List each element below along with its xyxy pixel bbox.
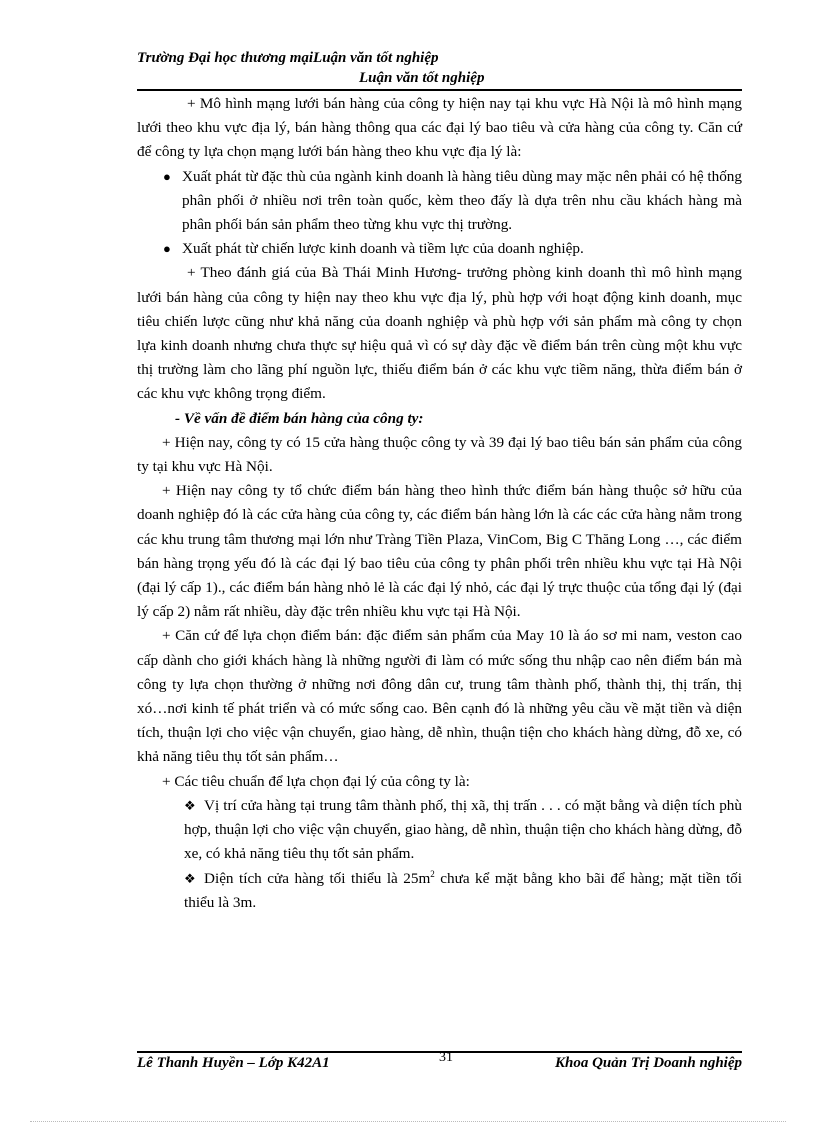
diamond-bullet-icon: ❖ (184, 797, 196, 813)
criteria-text: Vị trí cửa hàng tại trung tâm thành phố, thị xã, thị trấn . . . có mặt bằng và diện tích phù hợp, thuận lợi cho việc vận chuyển, giao hàng, dễ nhìn, thuận tiện cho khách hàng dừng, đỗ xe, có khả năng tiêu thụ tốt sản phẩm. (184, 796, 742, 863)
paragraph-store-organization: + Hiện nay công ty tổ chức điểm bán hàng theo hình thức điểm bán hàng thuộc sở hữu của doanh nghiệp đó là các cửa hàng của công ty, các điểm bán hàng lớn là các các cửa hàng nằm trong các khu trung tâm thương mại lớn như Tràng Tiền Plaza, VinCom, Big C Thăng Long …, các điểm bán hàng trọng yếu đó là các đại lý bao tiêu của công ty phân phối trên nhiều khu vực tại Hà Nội (đại lý cấp 1)., các điểm bán hàng nhỏ lẻ là các đại lý nhỏ, các đại lý trực thuộc của tổng đại lý (đại lý cấp 2) nằm rất nhiều, dày đặc trên nhiều khu vực tại Hà Nội. (137, 482, 742, 621)
footer-department: Khoa Quản Trị Doanh nghiệp (554, 1055, 742, 1071)
paragraph-evaluation: + Theo đánh giá của Bà Thái Minh Hương- trưởng phòng kinh doanh thì mô hình mạng lưới bán hàng của công ty hiện nay theo khu vực địa lý, phù hợp với hoạt động kinh doanh, mục tiêu chiến lược cũng như khả năng của doanh nghiệp và phù hợp với sản phẩm mà công ty chọn lựa kinh doanh nhưng chưa thực sự hiệu quả vì có sự dày đặc về điểm bán trên cùng một khu vực thị trường làm cho lãng phí nguồn lực, thiếu điểm bán ở các khu vực tiềm năng, thừa điểm bán ở các khu vực không trọng điểm. (137, 264, 742, 403)
bullet-item (137, 237, 742, 261)
bullet-text: Xuất phát từ đặc thù của ngành kinh doanh là hàng tiêu dùng may mặc nên phải có hệ thống phân phối ở nhiều nơi trên toàn quốc, kèm theo đấy là dựa trên nhu cầu khách hàng mà phân phối bán sản phẩm theo từng khu vực thị trường. (182, 167, 742, 234)
criteria-item (137, 794, 742, 867)
criteria-text-part-a: Diện tích cửa hàng tối thiểu là 25m (204, 869, 431, 887)
document-body (137, 92, 742, 915)
page-header (137, 48, 742, 88)
bullet-dot-icon: ● (163, 241, 171, 257)
header-line-1: Trường Đại học thương mạiLuận văn tốt nghiệp (137, 50, 439, 66)
criteria-item (137, 867, 742, 915)
bullet-dot-icon: ● (163, 168, 171, 184)
page-footer (137, 1050, 742, 1079)
paragraph-network-model: + Mô hình mạng lưới bán hàng của công ty hiện nay tại khu vực Hà Nội là mô hình mạng lưới theo khu vực địa lý, bán hàng thông qua các đại lý bao tiêu và cửa hàng của công ty. Căn cứ để công ty lựa chọn mạng lưới bán hàng theo khu vực địa lý là: (137, 95, 742, 161)
paragraph-criteria-intro: + Các tiêu chuẩn để lựa chọn đại lý của công ty là: (162, 772, 470, 790)
paragraph-store-count: + Hiện nay, công ty có 15 cửa hàng thuộc công ty và 39 đại lý bao tiêu bán sản phẩm của công ty tại khu vực Hà Nội. (137, 433, 742, 476)
paragraph-selection-basis: + Căn cứ để lựa chọn điểm bán: đặc điểm sản phẩm của May 10 là áo sơ mi nam, veston cao cấp dành cho giới khách hàng là những người đi làm có mức sống thu nhập cao nên điểm bán mà công ty lựa chọn thường ở những nơi đông dân cư, trung tâm thành phố, thành thị, thị trấn, thị xó…nơi kinh tế phát triển và có mức sống cao. Bên cạnh đó là những yêu cầu về mặt tiền và diện tích, thuận lợi cho việc vận chuyển, giao hàng, dễ nhìn, thuận tiện cho khách hàng dừng, đỗ xe, có khả năng tiêu thụ tốt sản phẩm… (137, 627, 742, 766)
section-heading: - Về vấn đề điểm bán hàng của công ty: (175, 409, 424, 427)
header-rule (137, 89, 742, 91)
diamond-bullet-icon: ❖ (184, 870, 196, 886)
page-bottom-dotted-line (30, 1121, 786, 1122)
criteria-text-part-b: chưa kể mặt bằng kho bãi để hàng; mặt tiền tối thiểu là 3m. (184, 869, 742, 911)
bullet-text: Xuất phát từ chiến lược kinh doanh và tiềm lực của doanh nghiệp. (182, 240, 584, 258)
page-number: 31 (439, 1050, 453, 1065)
superscript-2: 2 (430, 868, 435, 879)
footer-author: Lê Thanh Huyền – Lớp K42A1 (137, 1055, 330, 1071)
bullet-item (137, 165, 742, 238)
header-line-2: Luận văn tốt nghiệp (359, 70, 485, 86)
